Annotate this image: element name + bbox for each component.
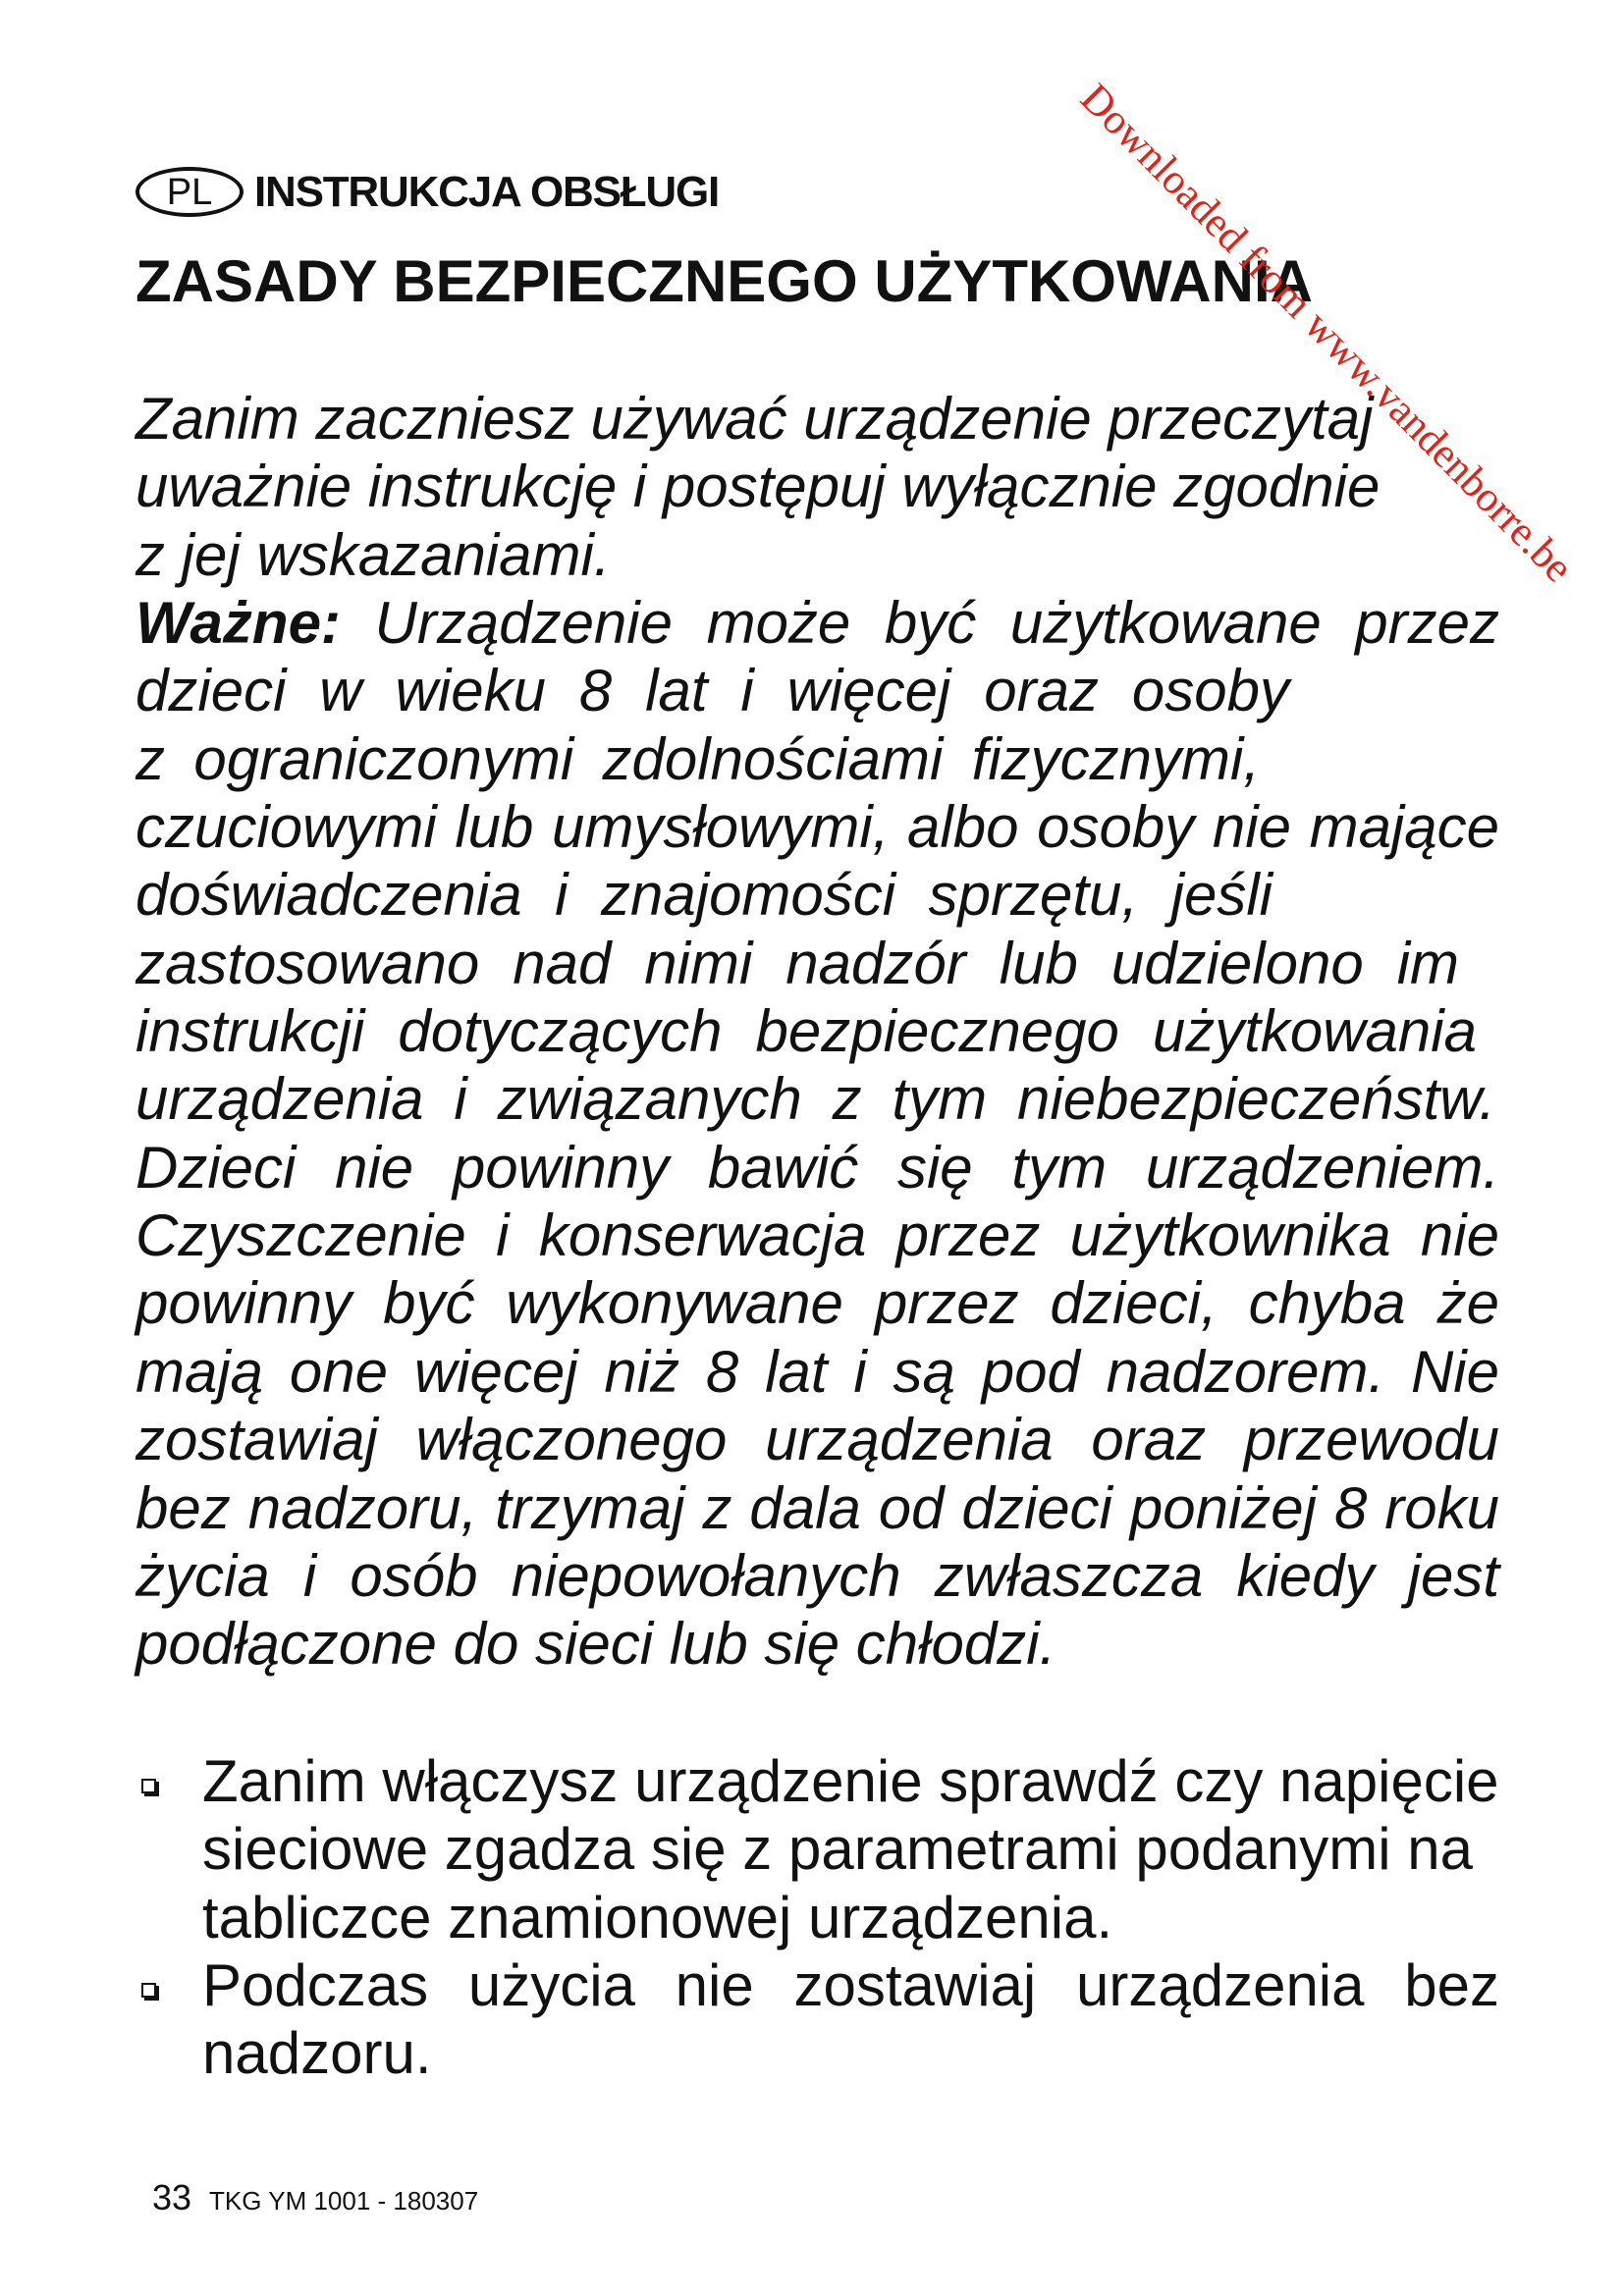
manual-title: INSTRUKCJA OBSŁUGI — [254, 168, 720, 216]
bullet-line: sieciowe zgadza się z parametrami podanymi na — [202, 1816, 1473, 1883]
download-watermark — [1065, 49, 1605, 609]
square-bullet-icon — [141, 1983, 156, 1998]
bullet-line: Podczas użycia nie zostawiaj urządzenia bez — [202, 1952, 1499, 2019]
bullet-item — [202, 1951, 1499, 2088]
warning-line: Dzieci nie powinny bawić się tym urządzeniem. — [135, 1134, 1499, 1201]
bullet-line: Zanim włączysz urządzenie sprawdź czy napięcie — [202, 1748, 1499, 1814]
intro-line: uważnie instrukcję i postępuj wyłącznie zgodnie — [135, 454, 1380, 520]
warning-line: podłączone do sieci lub się chłodzi. — [135, 1611, 1056, 1678]
page-number: 33 — [152, 2177, 192, 2217]
page-footer — [152, 2178, 478, 2225]
warning-line: życia i osób niepowołanych zwłaszcza kiedy jest — [135, 1542, 1499, 1609]
square-bullet-icon — [141, 1779, 156, 1793]
intro-line: Zanim zaczniesz używać urządzenie przeczytaj — [135, 386, 1374, 452]
bullet-line: tabliczce znamionowej urządzenia. — [202, 1884, 1113, 1950]
warning-line: czuciowymi lub umysłowymi, albo osoby nie mające — [135, 794, 1499, 861]
bullet-line: nadzoru. — [202, 2020, 432, 2087]
important-label: Ważne: — [135, 590, 341, 657]
intro-line: z jej wskazaniami. — [135, 521, 611, 588]
warning-line: urządzenia i związanych z tym niebezpieczeństw. — [135, 1066, 1495, 1133]
section-title: ZASADY BEZPIECZNEGO UŻYTKOWANIA — [135, 248, 1313, 314]
warning-line: z ograniczonymi zdolnościami fizycznymi, — [135, 725, 1260, 792]
watermark-text: Downloaded from www.vandenborre.be — [1071, 75, 1582, 592]
warning-line: zostawiaj włączonego urządzenia oraz przewodu — [135, 1407, 1499, 1473]
warning-line: doświadczenia i znajomości sprzętu, jeśli — [135, 862, 1272, 929]
warning-line: instrukcji dotyczących bezpiecznego użytkowania — [135, 998, 1477, 1065]
language-badge — [135, 167, 244, 217]
warning-line: zastosowano nad nimi nadzór lub udzielono im — [135, 930, 1459, 996]
warning-line: mają one więcej niż 8 lat i są pod nadzorem. Nie — [135, 1338, 1499, 1405]
warning-line: powinny być wykonywane przez dzieci, chyba że — [135, 1270, 1499, 1337]
warning-line-text: Urządzenie może być użytkowane przez — [374, 590, 1499, 657]
bullet-item — [202, 1747, 1499, 1951]
warning-line: bez nadzoru, trzymaj z dala od dzieci poniżej 8 roku — [135, 1474, 1499, 1541]
warning-line: dzieci w wieku 8 lat i więcej oraz osoby — [135, 658, 1289, 724]
warning-line: Czyszczenie i konserwacja przez użytkownika nie — [135, 1202, 1499, 1269]
document-code: TKG YM 1001 - 180307 — [209, 2186, 479, 2216]
safety-bullet-list — [202, 1747, 1499, 2088]
language-code: PL — [166, 171, 213, 213]
